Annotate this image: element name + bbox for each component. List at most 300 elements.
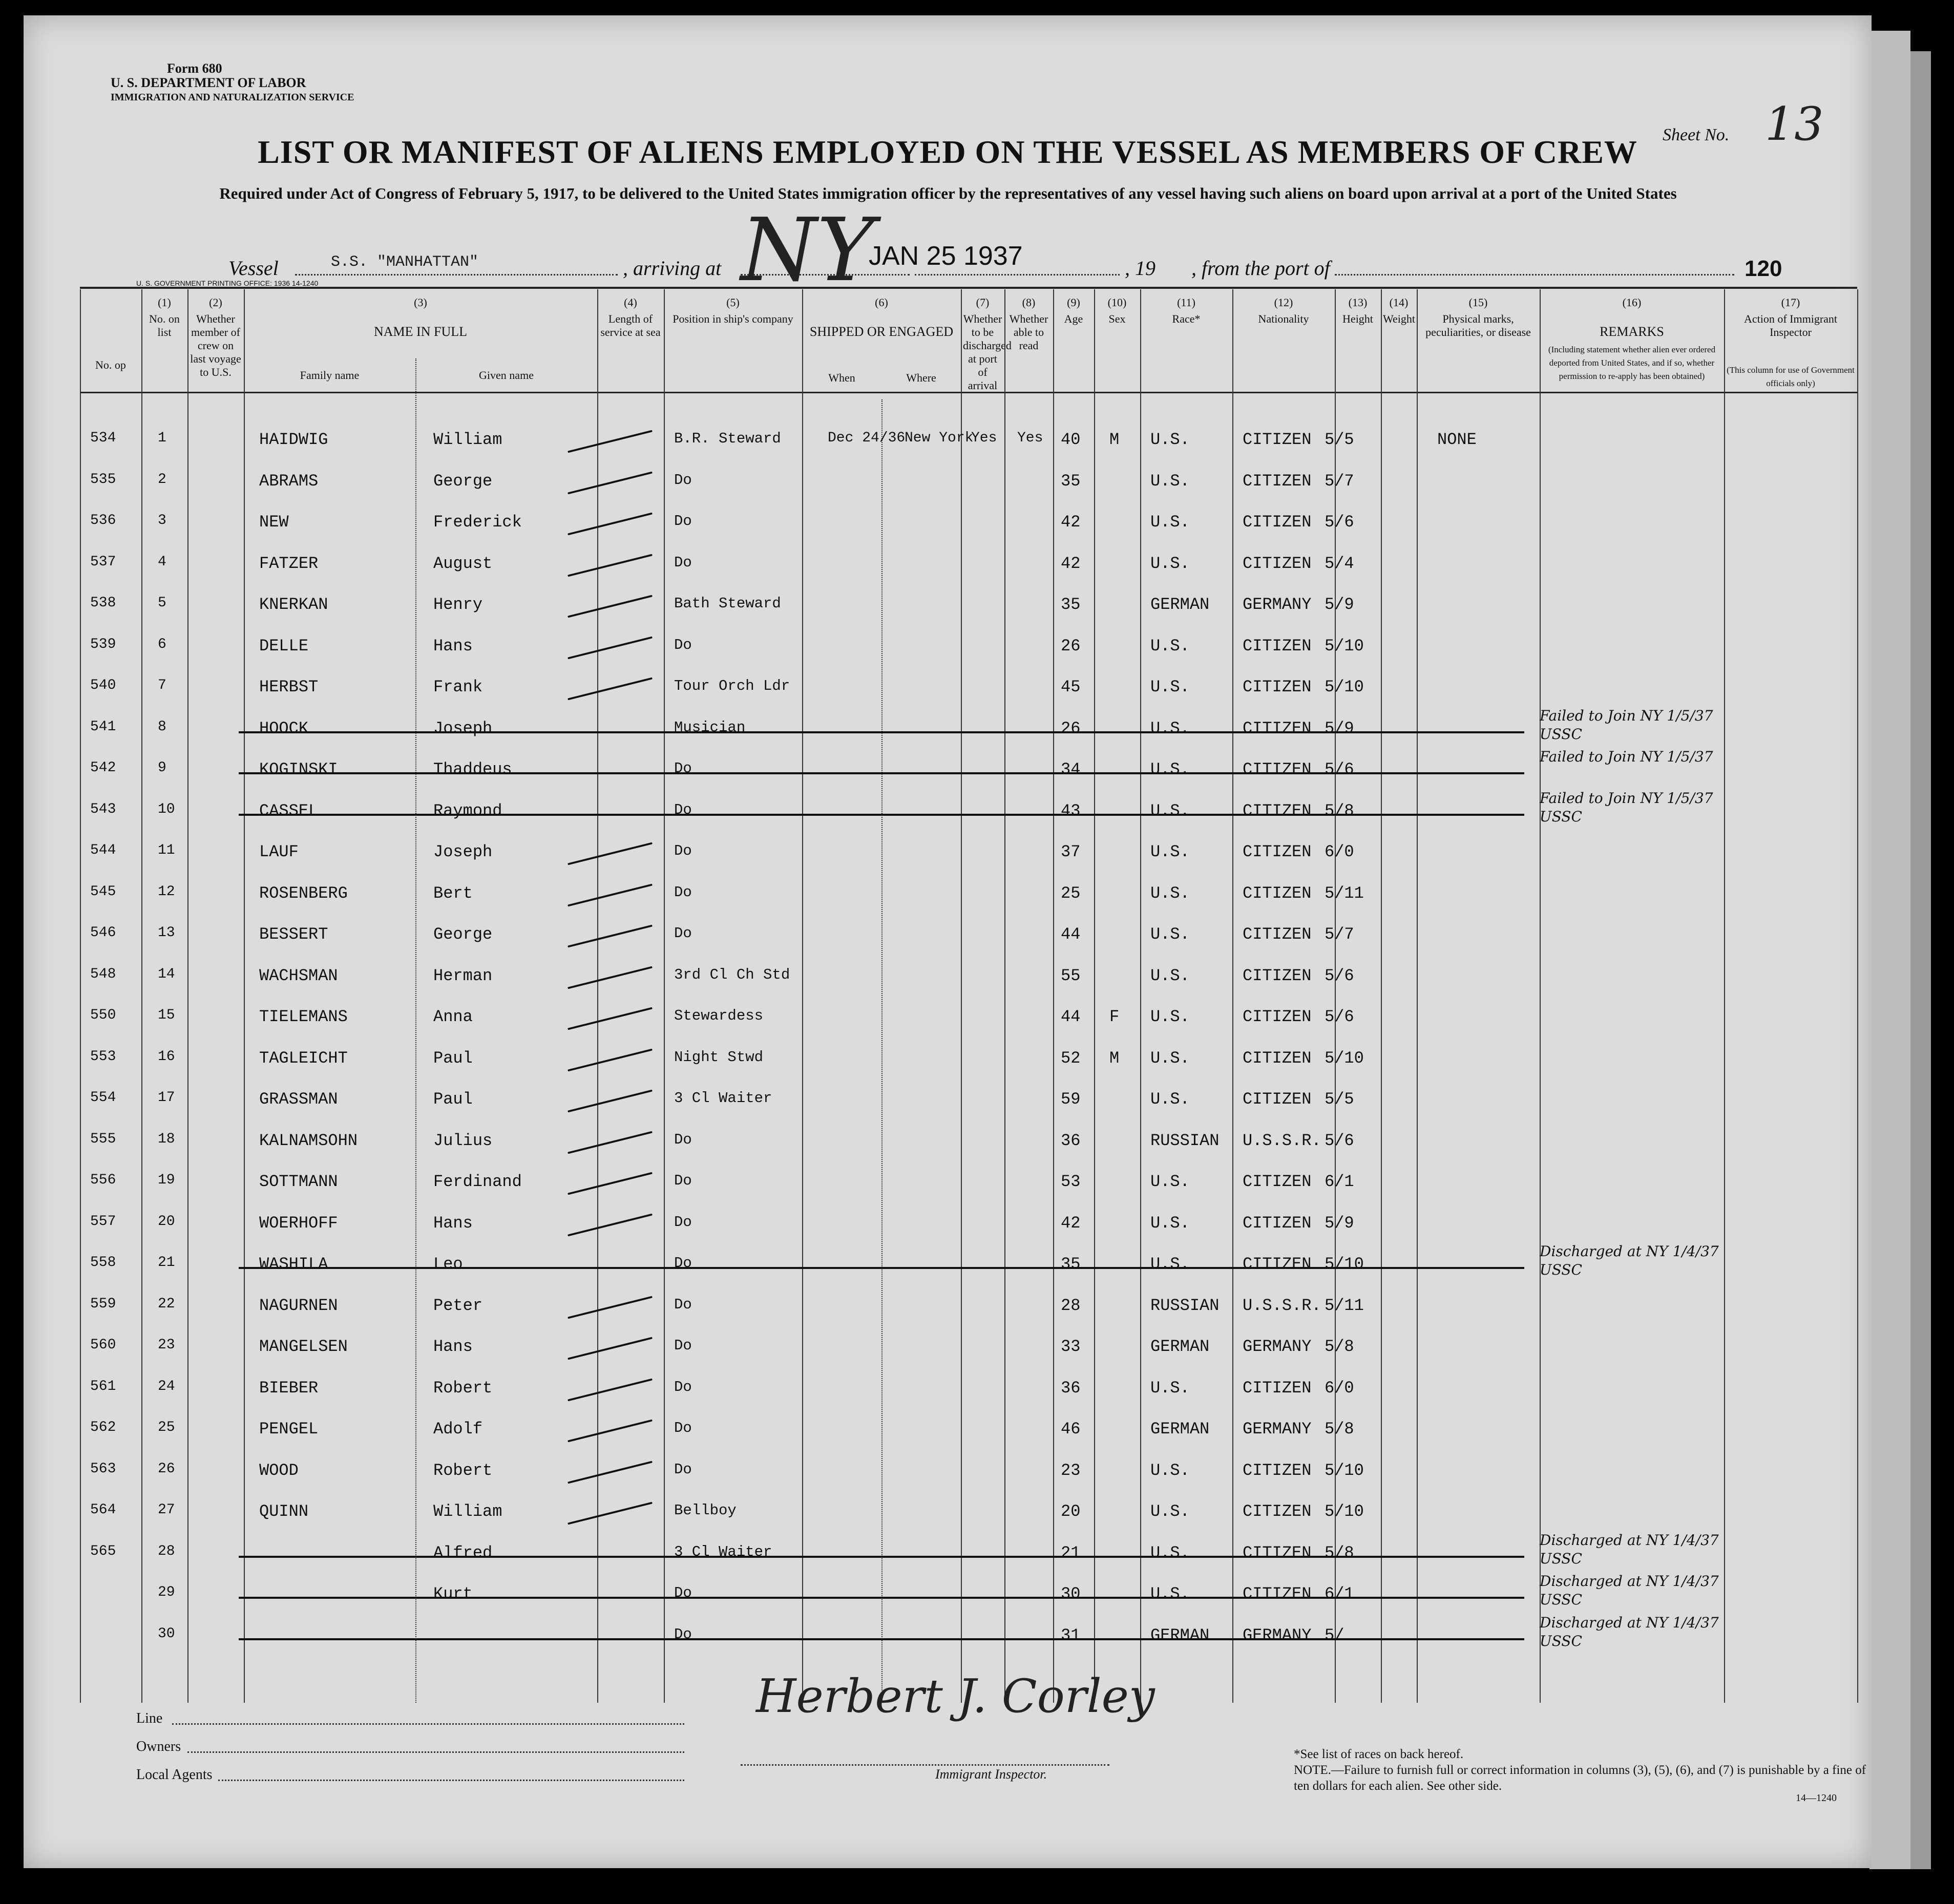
row-given-name: Hans	[433, 636, 473, 655]
row-op-number: 557	[90, 1213, 116, 1230]
manifest-page	[24, 15, 1872, 1868]
row-age: 46	[1061, 1420, 1081, 1438]
row-age: 55	[1061, 966, 1081, 985]
row-position: Do	[674, 636, 692, 653]
row-op-number: 561	[90, 1378, 116, 1394]
row-nationality: CITIZEN	[1243, 1048, 1312, 1068]
service-check-mark	[568, 595, 653, 618]
service-check-mark	[568, 1378, 653, 1401]
row-position: Do	[674, 925, 692, 942]
row-given-name: August	[433, 554, 493, 573]
table-top-rule	[80, 287, 1857, 289]
row-remark: Discharged at NY 1/4/37 USSC	[1540, 1531, 1719, 1567]
column-label: Action of Immigrant Inspector	[1743, 312, 1838, 339]
form-header	[111, 61, 387, 104]
row-given-name: Kurt	[433, 1584, 473, 1603]
row-age: 59	[1061, 1090, 1081, 1109]
row-op-number: 563	[90, 1461, 116, 1477]
column-number: (1)	[158, 296, 171, 309]
row-given-name: Frederick	[433, 513, 522, 532]
row-height: 5/8	[1325, 801, 1354, 820]
service-check-mark	[568, 924, 653, 947]
row-op-number: 538	[90, 595, 116, 611]
row-family-name: TAGLEICHT	[259, 1048, 348, 1068]
strike-through-line	[239, 772, 1524, 774]
row-list-number: 7	[158, 678, 166, 693]
row-nationality: CITIZEN	[1243, 513, 1312, 532]
table-row	[24, 425, 1872, 466]
row-age: 45	[1061, 678, 1081, 696]
signature-line	[741, 1764, 1109, 1766]
strike-through-line	[239, 814, 1524, 816]
page-title: LIST OR MANIFEST OF ALIENS EMPLOYED ON THE VESSEL AS MEMBERS OF CREW	[258, 134, 1637, 170]
row-list-number: 25	[158, 1420, 175, 1435]
service-check-mark	[568, 636, 653, 659]
row-given-name: Raymond	[433, 801, 502, 820]
strike-through-line	[239, 731, 1524, 733]
column-label: Height	[1342, 312, 1373, 325]
table-row	[24, 590, 1872, 631]
table-row	[24, 1414, 1872, 1455]
row-race: U.S.	[1150, 513, 1190, 532]
row-list-number: 18	[158, 1131, 175, 1147]
row-family-name: KOGINSKI	[259, 760, 338, 779]
row-nationality: GERMANY	[1243, 595, 1312, 614]
row-height: 5/9	[1325, 595, 1354, 614]
agents-label: Local Agents	[136, 1767, 213, 1783]
row-family-name: ROSENBERG	[259, 883, 348, 903]
row-list-number: 17	[158, 1090, 175, 1106]
row-given-name: Paul	[433, 1090, 473, 1109]
row-sex: M	[1109, 1048, 1120, 1068]
row-height: 5/11	[1325, 883, 1364, 903]
row-list-number: 23	[158, 1337, 175, 1353]
table-row	[24, 467, 1872, 507]
row-list-number: 14	[158, 966, 175, 982]
row-age: 26	[1061, 636, 1081, 655]
row-family-name: HAIDWIG	[259, 430, 328, 449]
row-family-name: NEW	[259, 513, 289, 532]
row-nationality: CITIZEN	[1243, 636, 1312, 655]
service-check-mark	[568, 554, 653, 577]
row-position: Do	[674, 883, 692, 901]
service-check-mark	[568, 471, 653, 494]
service-check-mark	[568, 430, 653, 453]
row-where: New York	[905, 430, 974, 446]
row-given-name: William	[433, 1502, 502, 1521]
row-position: Do	[674, 1584, 692, 1601]
row-age: 44	[1061, 1007, 1081, 1026]
row-given-name: Bert	[433, 883, 473, 903]
subheader-action-note: (This column for use of Government officials only)	[1727, 365, 1855, 388]
row-race: U.S.	[1150, 1378, 1190, 1398]
row-height: 5/11	[1325, 1296, 1364, 1315]
row-family-name: TIELEMANS	[259, 1007, 348, 1026]
row-op-number: 540	[90, 678, 116, 693]
row-remark: Failed to Join NY 1/5/37 USSC	[1540, 789, 1713, 825]
subheader-where: Where	[906, 371, 936, 384]
row-nationality: GERMANY	[1243, 1337, 1312, 1356]
subheader-no-op: No. op	[95, 358, 126, 371]
row-given-name: Julius	[433, 1131, 493, 1150]
row-race: U.S.	[1150, 1172, 1190, 1191]
row-height: 5/9	[1325, 1213, 1354, 1233]
row-family-name: ABRAMS	[259, 471, 319, 491]
column-number: (2)	[209, 296, 222, 309]
row-race: U.S.	[1150, 1255, 1190, 1274]
row-list-number: 3	[158, 513, 166, 528]
column-label: Physical marks, peculiarities, or disease	[1425, 312, 1531, 339]
row-op-number: 565	[90, 1543, 116, 1559]
table-row	[24, 507, 1872, 548]
column-label: Race*	[1172, 312, 1201, 325]
row-op-number: 541	[90, 718, 116, 735]
row-race: U.S.	[1150, 718, 1190, 738]
row-op-number: 543	[90, 801, 116, 817]
row-height: 5/6	[1325, 1131, 1354, 1150]
row-nationality: CITIZEN	[1243, 1378, 1312, 1398]
row-position: Do	[674, 1625, 692, 1643]
service-check-mark	[568, 677, 653, 700]
row-sex: F	[1109, 1007, 1120, 1026]
row-height: 6/1	[1325, 1584, 1354, 1603]
row-family-name: BESSERT	[259, 925, 328, 944]
service: IMMIGRATION AND NATURALIZATION SERVICE	[111, 92, 354, 103]
row-height: 6/0	[1325, 1378, 1354, 1398]
table-row	[24, 1291, 1872, 1332]
row-position: Do	[674, 1378, 692, 1395]
row-race: U.S.	[1150, 801, 1190, 820]
row-race: GERMAN	[1150, 1625, 1210, 1645]
vessel-name: S.S. "MANHATTAN"	[331, 253, 479, 271]
row-list-number: 10	[158, 801, 175, 817]
owners-label: Owners	[136, 1739, 181, 1754]
row-position: Do	[674, 513, 692, 530]
row-nationality: CITIZEN	[1243, 1090, 1312, 1109]
column-label: Weight	[1383, 312, 1415, 325]
table-row	[24, 1456, 1872, 1497]
service-check-mark	[568, 1131, 653, 1154]
row-family-name: GRASSMAN	[259, 1090, 338, 1109]
row-race: U.S.	[1150, 430, 1190, 449]
row-op-number: 556	[90, 1172, 116, 1188]
row-family-name: LAUF	[259, 842, 299, 861]
row-given-name: Alfred	[433, 1543, 493, 1562]
row-list-number: 5	[158, 595, 166, 611]
row-list-number: 9	[158, 760, 166, 776]
column-label: Sex	[1108, 312, 1126, 325]
row-nationality: CITIZEN	[1243, 430, 1312, 449]
row-race: RUSSIAN	[1150, 1296, 1220, 1315]
row-age: 42	[1061, 1213, 1081, 1233]
row-list-number: 29	[158, 1584, 175, 1600]
row-age: 52	[1061, 1048, 1081, 1068]
row-physical-marks: NONE	[1437, 430, 1477, 449]
row-given-name: Joseph	[433, 842, 493, 861]
row-position: Do	[674, 1461, 692, 1478]
service-check-mark	[568, 1172, 653, 1195]
form-number: Form 680	[167, 61, 222, 76]
row-age: 36	[1061, 1378, 1081, 1398]
row-nationality: CITIZEN	[1243, 1007, 1312, 1026]
row-position: Do	[674, 801, 692, 818]
footnote-penalty: NOTE.—Failure to furnish full or correct information in columns (3), (5), (6), and (7) is punishable by a fine of ten dollars for each alien. See other side.	[1294, 1763, 1866, 1793]
row-given-name: Peter	[433, 1296, 483, 1315]
column-number: (4)	[624, 296, 637, 309]
vessel-label: Vessel	[228, 257, 279, 280]
line-label: Line	[136, 1710, 163, 1726]
underlying-sheet	[1869, 31, 1910, 1869]
row-nationality: CITIZEN	[1243, 760, 1312, 779]
arriving-label: , arriving at	[623, 257, 722, 280]
column-number: (8)	[1022, 296, 1036, 309]
column-number: (11)	[1177, 296, 1195, 309]
row-position: Musician	[674, 718, 746, 736]
table-row	[24, 1332, 1872, 1373]
row-list-number: 20	[158, 1213, 175, 1230]
column-label: Whether member of crew on last voyage to U.S.	[190, 312, 241, 378]
table-row	[24, 961, 1872, 1002]
row-nationality: CITIZEN	[1243, 1543, 1312, 1562]
row-age: 20	[1061, 1502, 1081, 1521]
row-race: U.S.	[1150, 925, 1190, 944]
row-height: 5/5	[1325, 1090, 1354, 1109]
row-age: 43	[1061, 801, 1081, 820]
service-check-mark	[568, 1213, 653, 1236]
printing-office: U. S. GOVERNMENT PRINTING OFFICE: 1936 14-1240	[136, 279, 319, 287]
date-line	[915, 274, 1120, 276]
row-height: 5/10	[1325, 1255, 1364, 1274]
column-number: (13)	[1348, 296, 1368, 309]
column-number: (3)	[414, 296, 427, 309]
row-nationality: CITIZEN	[1243, 718, 1312, 738]
row-age: 26	[1061, 718, 1081, 738]
row-nationality: CITIZEN	[1243, 1461, 1312, 1480]
row-given-name: Hans	[433, 1337, 473, 1356]
row-height: 5/6	[1325, 966, 1354, 985]
row-family-name: FATZER	[259, 554, 319, 573]
row-age: 30	[1061, 1584, 1081, 1603]
row-nationality: CITIZEN	[1243, 801, 1312, 820]
row-race: U.S.	[1150, 1584, 1190, 1603]
inspector-label: Immigrant Inspector.	[935, 1767, 1047, 1782]
row-given-name: Robert	[433, 1378, 493, 1398]
row-position: B.R. Steward	[674, 430, 781, 447]
column-label: Whether to be discharged at port of arrival	[963, 312, 1012, 392]
page-subtitle: Required under Act of Congress of February 5, 1917, to be delivered to the United States immigration officer by the representatives of any vessel having such aliens on board upon arrival at a port of the United States	[219, 184, 1677, 202]
table-row	[24, 920, 1872, 961]
row-position: Do	[674, 1213, 692, 1231]
row-age: 34	[1061, 760, 1081, 779]
row-discharged: Yes	[971, 430, 997, 446]
row-nationality: CITIZEN	[1243, 1213, 1312, 1233]
row-nationality: GERMANY	[1243, 1625, 1312, 1645]
row-race: GERMAN	[1150, 1420, 1210, 1438]
sheet-label: Sheet No.	[1663, 125, 1730, 144]
row-list-number: 8	[158, 718, 166, 735]
row-age: 53	[1061, 1172, 1081, 1191]
row-able-to-read: Yes	[1017, 430, 1043, 446]
row-list-number: 4	[158, 554, 166, 570]
row-height: 5/6	[1325, 760, 1354, 779]
row-given-name: Joseph	[433, 718, 493, 738]
service-check-mark	[568, 1089, 653, 1112]
row-list-number: 28	[158, 1543, 175, 1559]
row-family-name: BIEBER	[259, 1378, 319, 1398]
row-given-name: Leo	[433, 1255, 463, 1274]
row-race: U.S.	[1150, 678, 1190, 696]
row-age: 28	[1061, 1296, 1081, 1315]
row-family-name: WOOD	[259, 1461, 299, 1480]
column-number: (5)	[726, 296, 740, 309]
from-line	[1335, 274, 1734, 276]
service-check-mark	[568, 1007, 653, 1030]
column-label: No. on list	[149, 312, 180, 339]
row-nationality: CITIZEN	[1243, 1502, 1312, 1521]
row-position: Bath Steward	[674, 595, 781, 612]
table-row	[24, 1044, 1872, 1085]
row-age: 31	[1061, 1625, 1081, 1645]
row-nationality: CITIZEN	[1243, 883, 1312, 903]
row-height: 5/10	[1325, 1048, 1364, 1068]
row-race: U.S.	[1150, 1007, 1190, 1026]
row-list-number: 15	[158, 1007, 175, 1023]
row-age: 33	[1061, 1337, 1081, 1356]
row-list-number: 12	[158, 883, 175, 900]
row-position: Do	[674, 842, 692, 859]
row-height: 5/8	[1325, 1337, 1354, 1356]
row-list-number: 13	[158, 925, 175, 941]
row-position: Do	[674, 760, 692, 777]
row-list-number: 30	[158, 1625, 175, 1642]
row-op-number: 536	[90, 513, 116, 528]
footnote-races: *See list of races on back hereof.	[1294, 1747, 1464, 1761]
table-row	[24, 1126, 1872, 1167]
table-row	[24, 1167, 1872, 1208]
row-position: Do	[674, 554, 692, 571]
from-label: , from the port of	[1191, 257, 1330, 280]
row-position: Do	[674, 1420, 692, 1436]
row-race: U.S.	[1150, 842, 1190, 861]
row-height: 5/4	[1325, 554, 1354, 573]
column-label: SHIPPED OR ENGAGED	[809, 324, 954, 339]
subheader-remarks-note: (Including statement whether alien ever ordered deported from United States, and if so, whether permission to re-apply has been obtained)	[1548, 345, 1716, 381]
column-label: REMARKS	[1600, 324, 1664, 339]
row-nationality: CITIZEN	[1243, 678, 1312, 696]
service-check-mark	[568, 1296, 653, 1319]
row-race: U.S.	[1150, 883, 1190, 903]
row-height: 5/7	[1325, 471, 1354, 491]
row-op-number: 555	[90, 1131, 116, 1147]
arriving-port: NY	[741, 200, 874, 301]
row-position: Do	[674, 1337, 692, 1354]
row-position: Do	[674, 471, 692, 489]
row-age: 35	[1061, 595, 1081, 614]
row-given-name: Herman	[433, 966, 493, 985]
row-given-name: William	[433, 430, 502, 449]
row-op-number: 559	[90, 1296, 116, 1312]
column-label: Whether able to read	[1009, 312, 1048, 352]
row-op-number: 539	[90, 636, 116, 652]
row-race: U.S.	[1150, 471, 1190, 491]
row-op-number: 535	[90, 471, 116, 488]
row-height: 5/10	[1325, 1502, 1364, 1521]
column-number: (16)	[1622, 296, 1642, 309]
row-remark: Failed to Join NY 1/5/37 USSC	[1540, 707, 1713, 743]
row-nationality: CITIZEN	[1243, 925, 1312, 944]
row-race: RUSSIAN	[1150, 1131, 1220, 1150]
row-height: 5/10	[1325, 636, 1364, 655]
row-op-number: 560	[90, 1337, 116, 1353]
row-nationality: U.S.S.R.	[1243, 1296, 1321, 1315]
vessel-line	[295, 274, 618, 276]
row-family-name: SOTTMANN	[259, 1172, 338, 1191]
row-age: 42	[1061, 513, 1081, 532]
row-height: 6/1	[1325, 1172, 1354, 1191]
row-age: 37	[1061, 842, 1081, 861]
table-row	[24, 631, 1872, 672]
date-stamp: JAN 25 1937	[869, 241, 1023, 271]
row-race: U.S.	[1150, 1543, 1190, 1562]
row-family-name: DELLE	[259, 636, 309, 655]
table-row	[24, 1614, 1872, 1662]
column-number: (9)	[1067, 296, 1080, 309]
row-op-number: 564	[90, 1502, 116, 1518]
row-given-name: Frank	[433, 678, 483, 696]
row-race: U.S.	[1150, 554, 1190, 573]
table-row	[24, 837, 1872, 878]
row-op-number: 554	[90, 1090, 116, 1106]
row-race: U.S.	[1150, 1213, 1190, 1233]
row-race: GERMAN	[1150, 595, 1210, 614]
row-height: 5/	[1325, 1625, 1344, 1645]
row-age: 36	[1061, 1131, 1081, 1150]
row-given-name: Ferdinand	[433, 1172, 522, 1191]
row-race: U.S.	[1150, 760, 1190, 779]
row-race: U.S.	[1150, 1090, 1190, 1109]
column-label: Age	[1064, 312, 1083, 325]
service-check-mark	[568, 512, 653, 535]
row-op-number: 548	[90, 966, 116, 982]
row-family-name: HERBST	[259, 678, 319, 696]
row-nationality: U.S.S.R.	[1243, 1131, 1321, 1150]
row-height: 5/5	[1325, 430, 1354, 449]
row-family-name: PENGEL	[259, 1420, 319, 1438]
column-label: NAME IN FULL	[374, 324, 467, 339]
row-op-number: 544	[90, 842, 116, 858]
table-row	[24, 1373, 1872, 1414]
row-height: 5/8	[1325, 1543, 1354, 1562]
row-op-number: 545	[90, 883, 116, 900]
row-sex: M	[1109, 430, 1120, 449]
service-check-mark	[568, 883, 653, 906]
table-row	[24, 1002, 1872, 1043]
row-op-number: 537	[90, 554, 116, 570]
table-row	[24, 549, 1872, 590]
strike-through-line	[239, 1597, 1524, 1599]
service-check-mark	[568, 966, 653, 989]
row-given-name: Robert	[433, 1461, 493, 1480]
service-check-mark	[568, 1337, 653, 1360]
row-list-number: 2	[158, 471, 166, 488]
row-family-name: NAGURNEN	[259, 1296, 338, 1315]
row-family-name: WACHSMAN	[259, 966, 338, 985]
row-race: U.S.	[1150, 1502, 1190, 1521]
row-list-number: 24	[158, 1378, 175, 1394]
year-label: , 19	[1125, 257, 1155, 280]
row-list-number: 16	[158, 1048, 175, 1065]
row-position: Tour Orch Ldr	[674, 678, 790, 694]
